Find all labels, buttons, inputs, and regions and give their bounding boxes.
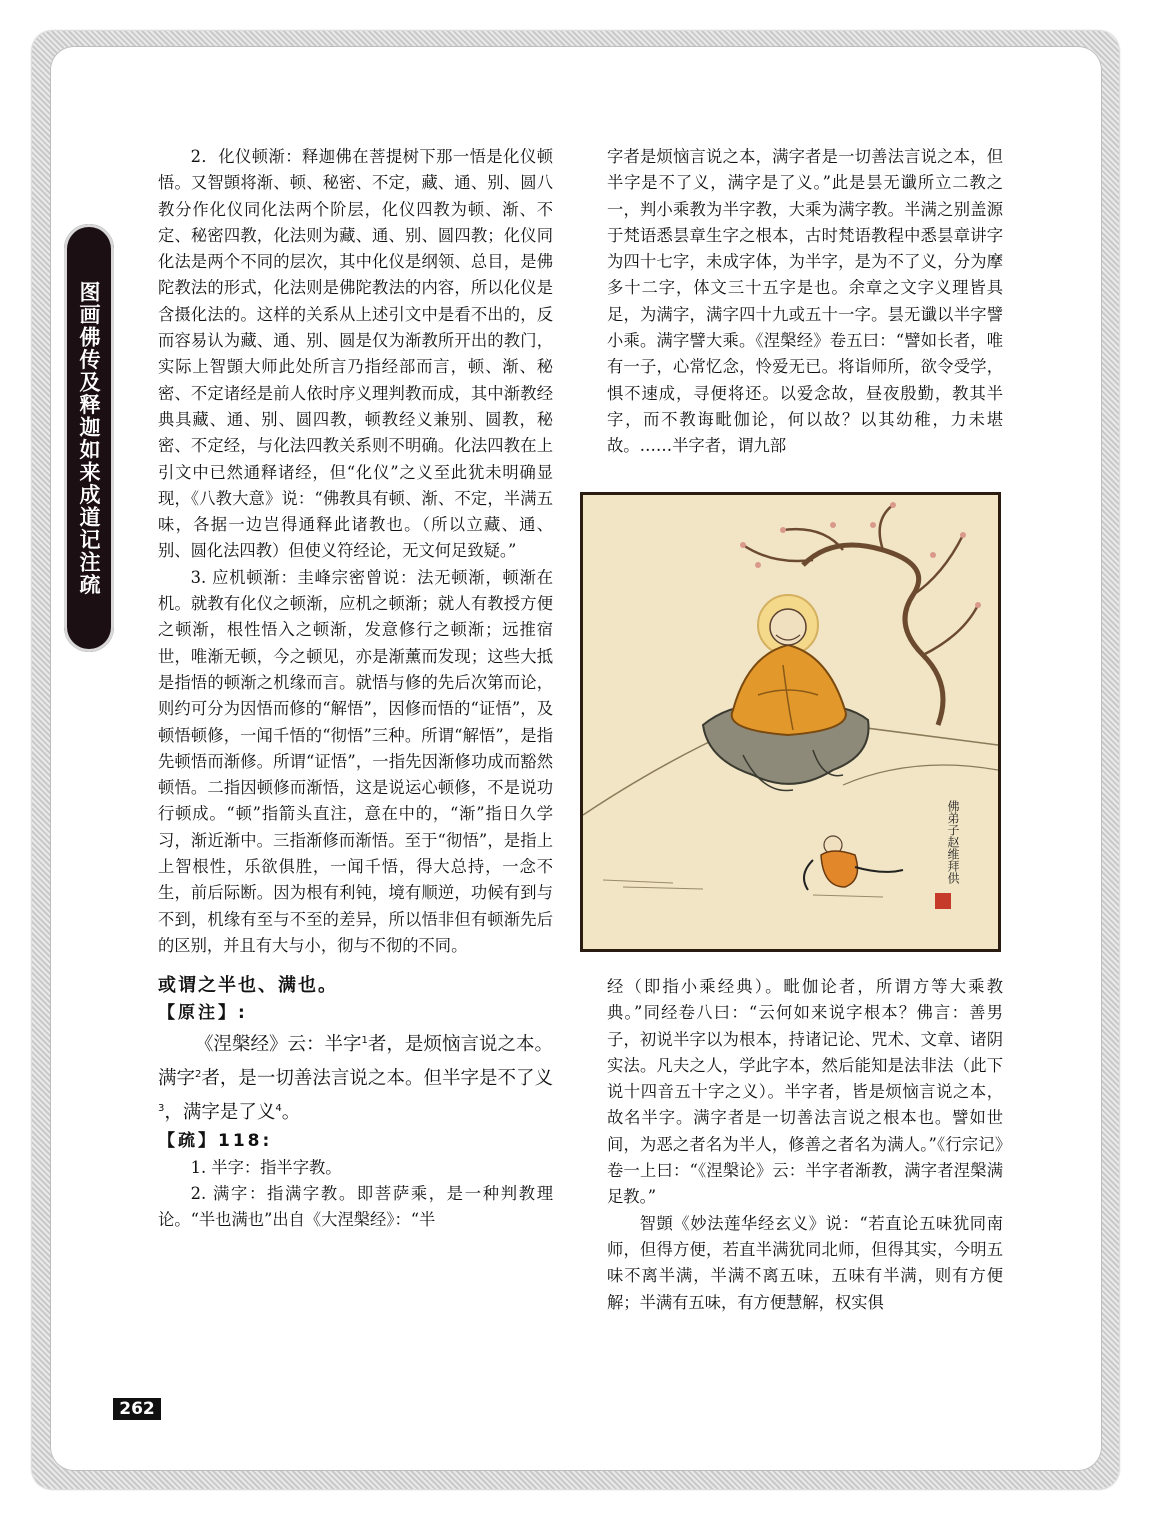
footnote-ref-2: 2: [195, 1068, 202, 1080]
footnote-ref-1: 1: [361, 1034, 368, 1046]
original-note-label: 【原注】:: [158, 1002, 248, 1023]
paragraph-huayi-dunjian: 2．化仪顿渐：释迦佛在菩提树下那一悟是化仪顿悟。又智顗将渐、顿、秘密、不定，藏、通、别、圆八教分作化仪同化法两个阶层，化仪四教为顿、渐、不定、秘密四教，化法则为藏、通、别、圆四教；化仪同化法是两个不同的层次，其中化仪是纲领、总目，是佛陀教法的形式，化法则是佛陀教法的内容，所以化仪是含摄化法的。这样的关系从上述引文中是看不出的，反而容易认为藏、通、别、圆是仅为渐教所开出的教门，实际上智顗大师此处所言乃指经部而言，顿、渐、秘密、不定诸经是前人依时序义理判教而成，其中渐教经典具藏、通、别、圆四教，顿教经义兼别、圆教，秘密、不定经，与化法四教关系则不明确。化法四教在上引文中已然通释诸经，但“化仪”之义至此犹未明确显现，《八教大意》说：“佛教具有顿、渐、不定，半满五味，各据一边岂得通释此诸教也。（所以立藏、通、别、圆化法四教）但使义符经论，无文何足致疑。”: [158, 147, 553, 561]
left-column: [158, 144, 553, 1233]
buddha-painting: [580, 492, 1001, 952]
footnote-ref-3: 3: [158, 1103, 165, 1115]
commentary-note-2: 2. 满字：指满字教。即菩萨乘，是一种判教理论。“半也满也”出自《大涅槃经》：“半: [158, 1183, 553, 1230]
commentary-label: 【疏】118:: [158, 1131, 273, 1152]
paragraph-banzi-manzi: 字者是烦恼言说之本，满字者是一切善法言说之本，但半字是不了义，满字是了义。”此是昙无谶所立二教之一，判小乘教为半字教，大乘为满字教。半满之别盖源于梵语悉昙章生字之根本，古时梵语教程中悉昙章讲字为四十七字，未成字体，为半字，是为不了义，分为摩多十二字，体文三十五字是也。余章之文字义理皆具足，为满字，满字四十九或五十一字。昙无谶以半字譬小乘。满字譬大乘。《涅槃经》卷五曰：“譬如长者，唯有一子，心常忆念，怜爱无已。将诣师所，欲令受学，惧不速成，寻便将还。以爱念故，昼夜殷勤，教其半字，而不教诲毗伽论，何以故？以其幼稚，力未堪故。……半字者，谓九部: [607, 147, 1003, 456]
footnote-ref-4: 4: [275, 1103, 282, 1115]
book-title: 图画佛传及释迦如来成道记注疏: [77, 280, 101, 596]
paragraph-yingji-dunjian: 3. 应机顿渐：圭峰宗密曾说：法无顿渐，顿渐在机。就教有化仪之顿渐，应机之顿渐；就人有教授方便之顿渐，根性悟入之顿渐，发意修行之顿渐；远推宿世，唯渐无顿，今之顿见，亦是渐薰而发现；这些大抵是指悟的顿渐之机缘而言。就悟与修的先后次第而论，则约可分为因悟而修的“解悟”，因修而悟的“证悟”，及顿悟顿修，一闻千悟的“彻悟”三种。所谓“解悟”，是指先顿悟而渐修。所谓“证悟”，一指先因渐修功成而豁然顿悟。二指因顿修而渐悟，这是说运心顿修，不是说功行顿成。“顿”指箭头直注，意在中的，“渐”指日久学习，渐近渐中。三指渐修而渐悟。至于“彻悟”，是指上上智根性，乐欲俱胜，一闻千悟，得大总持，一念不生，前后际断。因为根有利钝，境有顺逆，功候有到与不到，机缘有至与不至的差异，所以悟非但有顿渐先后的区别，并且有大与小，彻与不彻的不同。: [158, 567, 553, 955]
commentary-note-1: 1. 半字：指半字教。: [190, 1157, 342, 1177]
right-column-top: [607, 144, 1003, 460]
book-title-spine: [64, 224, 114, 652]
right-column-bottom: [607, 974, 1003, 1316]
paragraph-niepan-jing: 经（即指小乘经典）。毗伽论者，所谓方等大乘教典。”同经卷八曰：“云何如来说字根本？佛言：善男子，初说半字以为根本，持诸记论、咒术、文章、诸阴实法。凡夫之人，学此字本，然后能知是法非法（此下说十四音五十字之义）。半字者，皆是烦恼言说之本，故名半字。满字者是一切善法言说之根本也。譬如世间，为恶之者名为半人，修善之者名为满人。”《行宗记》卷一上曰：“《涅槃论》云：半字者渐教，满字者涅槃满足教。”: [607, 977, 1003, 1207]
paragraph-fahua-xuanyi: 智顗《妙法莲华经玄义》说：“若直论五味犹同南师，但得方便，若直半满犹同北师，但得其实，今明五味不离半满，半满不离五味，五味有半满，则有方便解；半满有五味，有方便慧解，权实俱: [607, 1213, 1003, 1312]
original-note-quote: 《涅槃经》云：半字$^1$者，是烦恼言说之本。满字$^2$者，是一切善法言说之本。但半字是不了义$^3$，满字是了义$^4$。: [158, 1033, 553, 1124]
page-number: 262: [113, 1398, 161, 1420]
painting-inscription: 佛弟子赵维拜供: [946, 800, 960, 884]
section-heading: 或谓之半也、满也。: [158, 975, 338, 997]
painting-illustration: [583, 495, 998, 949]
